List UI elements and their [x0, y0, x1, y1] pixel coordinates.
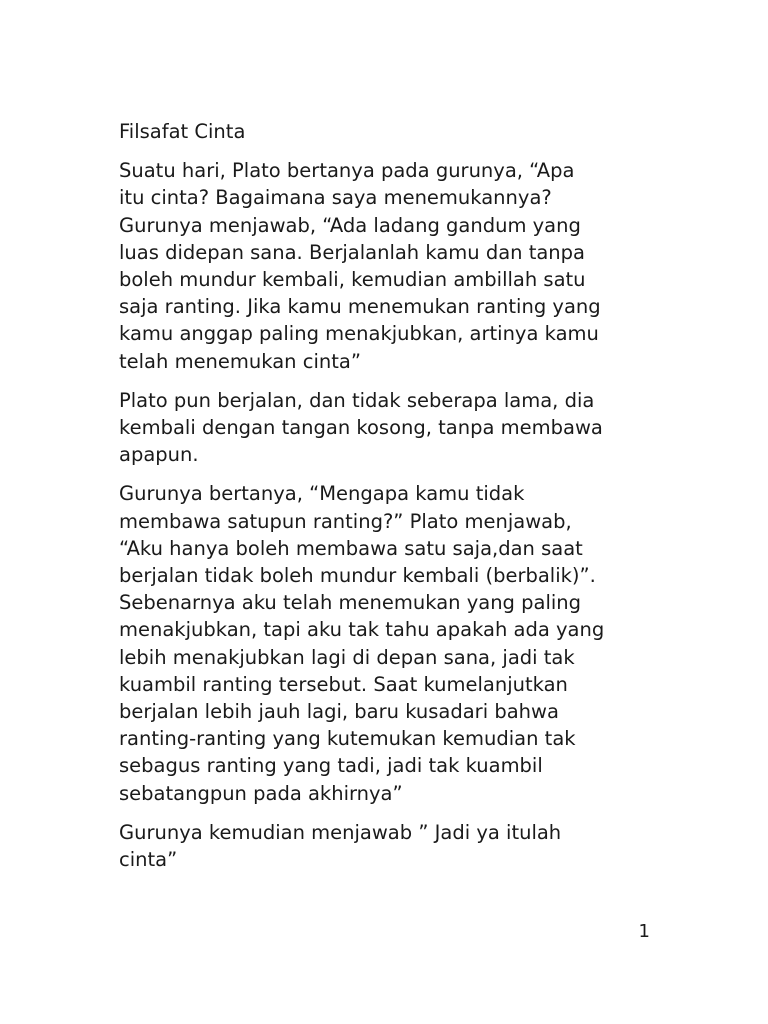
document-body — [119, 118, 659, 885]
paragraph-1: Suatu hari, Plato bertanya pada gurunya, “Apa itu cinta? Bagaimana saya menemukannya? Gurunya menjawab, “Ada ladang gandum yang luas didepan sana. Berjalanlah kamu dan tanpa boleh mundur kembali, kemudian ambillah satu saja ranting. Jika kamu menemukan ranting yang kamu anggap paling menakjubkan, artinya kamu telah menemukan cinta” — [119, 159, 601, 373]
paragraph-2: Plato pun berjalan, dan tidak seberapa lama, dia kembali dengan tangan kosong, tanpa membawa apapun. — [119, 388, 603, 467]
paragraph-4: Gurunya kemudian menjawab ” Jadi ya itulah cinta” — [119, 820, 562, 872]
page-number: 1 — [638, 921, 650, 942]
document-title: Filsafat Cinta — [119, 120, 246, 143]
paragraph-3: Gurunya bertanya, “Mengapa kamu tidak membawa satupun ranting?” Plato menjawab, “Aku hanya boleh membawa satu saja,dan saat berjalan tidak boleh mundur kembali (berbalik)”. Sebenarnya aku telah menemukan yang paling menakjubkan, tapi aku tak tahu apakah ada yang lebih menakjubkan lagi di depan sana, jadi tak kuambil ranting tersebut. Saat kumelanjutkan berjalan lebih jauh lagi, baru kusadari bahwa ranting-ranting yang kutemukan kemudian tak sebagus ranting yang tadi, jadi tak kuambil sebatangpun pada akhirnya” — [119, 482, 605, 805]
